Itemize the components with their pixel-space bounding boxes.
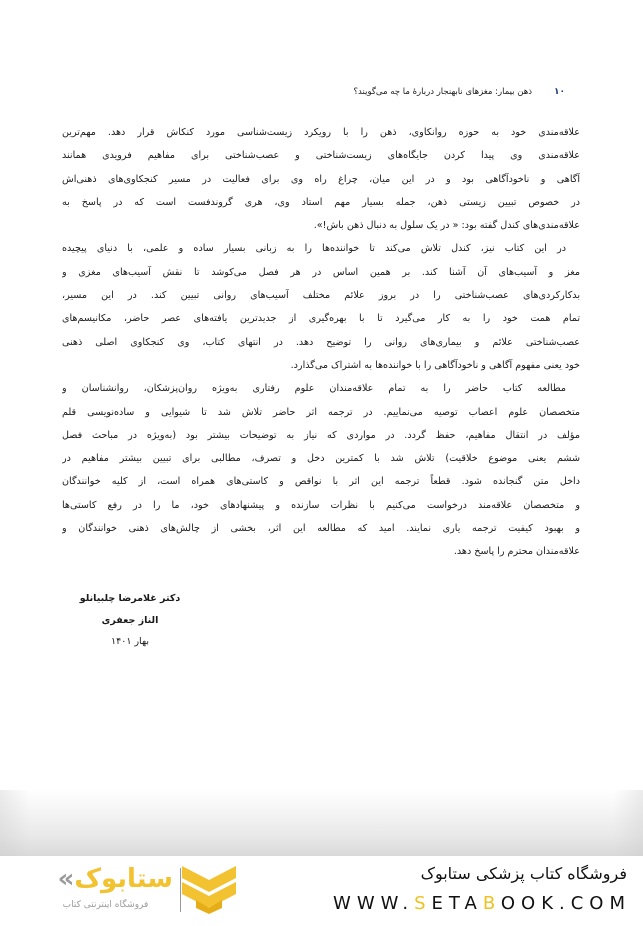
- text-line: و متخصصان علاقه‌مند درخواست می‌کنیم با نظرات سازنده و پیشنهادهای خود، ما را در رفع کاستی‌ها: [62, 499, 580, 511]
- paragraph-2: [62, 237, 580, 377]
- store-logo[interactable]: [28, 862, 238, 922]
- page-bottom-shadow: [0, 790, 643, 856]
- translator-name-2: الناز جعفری: [101, 614, 159, 626]
- translator-name-1: دکتر غلامرضا چلبیانلو: [79, 593, 181, 604]
- text-line: مؤلف در انتقال مفاهیم، حفظ گردد. در مواردی که نیاز به توضیحات بیشتر بود (به‌ویژه در مباحث فصل: [62, 429, 580, 441]
- running-header-title: ذهن بیمار: مغزهای نابهنجار دربارهٔ ما چه می‌گویند؟: [353, 87, 532, 97]
- text-line: در خصوص تبیین زیستی ذهن، جمله بسیار مهم استاد وی، هری گروندفست است که در پاسخ به: [62, 196, 580, 208]
- text-line: ششم یعنی موضوع خلاقیت) تلاش شد با کمترین دخل و تصرف، مطالبی برای تبیین بیشتر مفاهیم در: [62, 453, 580, 465]
- logo-wordmark: «ستابوک: [57, 864, 173, 894]
- translators-signature: [60, 588, 200, 653]
- text-line: متخصصان علوم اعصاب توصیه می‌نماییم. در ترجمه اثر حاضر تلاش شد تا شیوایی و ساده‌نویسی قلم: [62, 406, 580, 418]
- paragraph-1: [62, 121, 580, 237]
- text-line: علاقه‌مندی خود به حوزه روانکاوی، ذهن را با رویکرد زیست‌شناسی مورد کنکاش قرار دهد. مهم‌ترین: [62, 127, 580, 138]
- body-text: [62, 121, 580, 564]
- store-banner[interactable]: [0, 856, 643, 926]
- paragraph-3: [62, 377, 580, 563]
- text-line: علاقه‌مندان محترم را پاسخ دهد.: [453, 546, 580, 558]
- signature-date: بهار ۱۴۰۱: [111, 636, 149, 647]
- text-line: خود یعنی مفهوم آگاهی و ناخودآگاهی را با خواننده‌ها به اشتراک می‌گذارد.: [290, 359, 580, 371]
- text-line: بدکارکردی‌های عصب‌شناختی را در بروز علائم مختلف آسیب‌های روانی تبیین کند. در این مسیر،: [62, 290, 580, 302]
- running-header: [265, 84, 565, 100]
- chevron-badge-icon: [180, 864, 238, 914]
- text-line: داخل متن گنجانده شود. قطعاً ترجمه این اثر با نواقص و کاستی‌های همراه است، از کلیه خوانندگان: [62, 476, 580, 488]
- text-line: و بهبود کیفیت ترجمه یاری نمایند. امید که مطالعه این اثر، بخشی از چالش‌های ذهنی خوانندگان و: [62, 523, 580, 535]
- text-line: عصب‌شناختی علائم و بیماری‌های روانی را توضیح دهد. در انتهای کتاب، وی کنجکاوی اصلی ذهنی: [62, 336, 580, 348]
- text-line: تمام همت خود را به کار می‌گیرد تا با بهره‌گیری از جدیدترین یافته‌های عصر حاضر، مکانیسم‌های: [62, 313, 580, 325]
- store-url-link[interactable]: WWW.SETABOOK.COM: [333, 893, 631, 914]
- logo-tagline: فروشگاه اینترنتی کتاب: [62, 900, 149, 910]
- double-chevron-icon: «: [57, 864, 75, 894]
- page-number: ۱۰: [554, 87, 565, 97]
- text-line: علاقه‌مندی وی پیدا کردن جایگاه‌های زیست‌شناختی و عصب‌شناختی برای مفاهیم فرویدی همانند: [62, 150, 580, 162]
- text-line: مغز و آسیب‌های آن آشنا کند. بر همین اساس در هر فصل می‌کوشد تا نقش آسیب‌های مغزی و: [62, 266, 580, 278]
- text-line: آگاهی و ناخودآگاهی بود و در این میان، چراغ راه وی برای فعالیت در مسیر کنجکاوی‌های ذهنی‌اش: [62, 173, 580, 185]
- text-line: علاقه‌مندی‌های کندل گفته بود: « در یک سلول به دنبال ذهن باش!».: [313, 220, 580, 232]
- store-name: فروشگاه کتاب پزشکی ستابوک: [420, 864, 627, 883]
- text-line: در این کتاب نیز، کندل تلاش می‌کند تا خواننده‌ها را به زبانی بسیار ساده و علمی، با دنیای پیچیده: [62, 243, 566, 255]
- text-line: مطالعه کتاب حاضر را به تمام علاقه‌مندان علوم رفتاری به‌ویژه روان‌پزشکان، روانشناسان و: [62, 383, 566, 395]
